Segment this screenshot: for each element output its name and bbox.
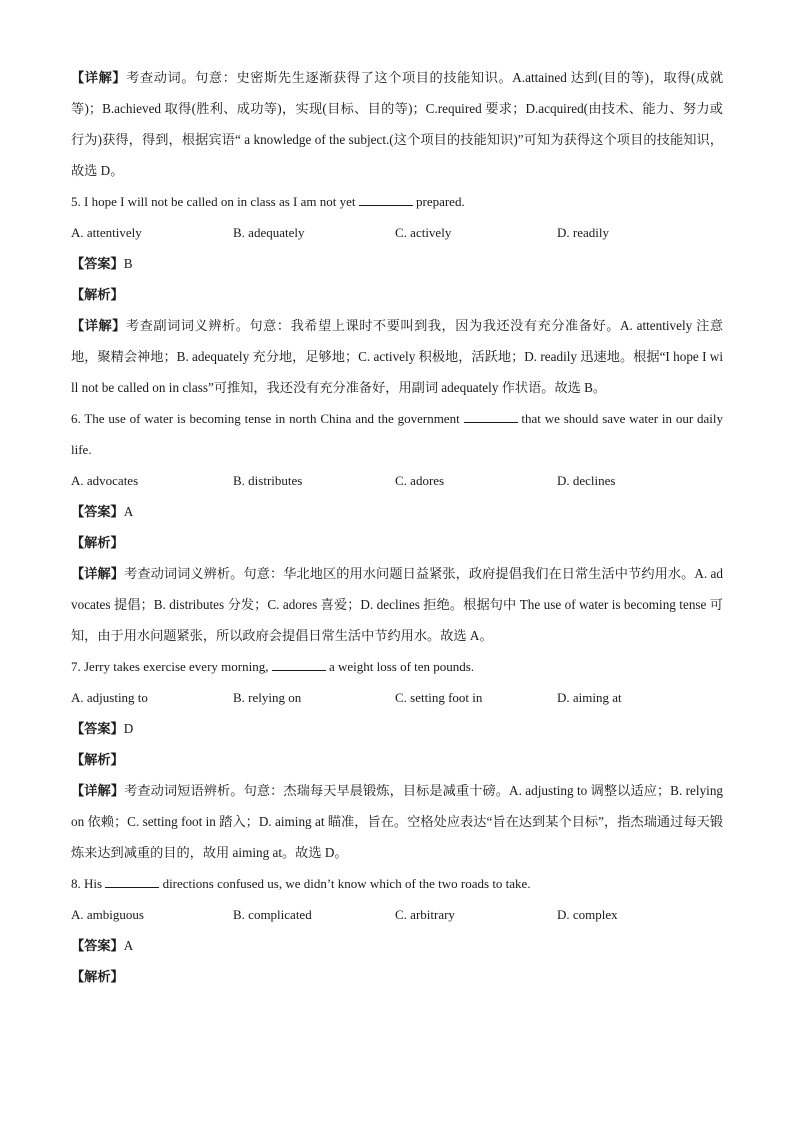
question-5-options: [71, 217, 723, 248]
option-a: A. advocates: [71, 473, 139, 488]
question-6-stem: 6. The use of water is becoming tense in north China and the government that we should save water in our daily life.: [71, 411, 724, 457]
question-6-answer: 【答案】A: [71, 504, 134, 519]
answer-blank: [105, 875, 159, 888]
option-c: C. setting foot in: [395, 690, 483, 705]
question-8-options: [71, 899, 723, 930]
question-8-answer: 【答案】A: [71, 938, 134, 953]
option-d: D. aiming at: [557, 690, 622, 705]
question-7-analysis-label: 【解析】: [71, 752, 124, 767]
answer-value: A: [123, 504, 134, 519]
option-a: A. ambiguous: [71, 907, 144, 922]
answer-value: B: [123, 256, 133, 271]
answer-value: D: [123, 721, 134, 736]
question-5-analysis-label: 【解析】: [71, 287, 124, 302]
option-d: D. declines: [557, 473, 616, 488]
document-page: [71, 62, 723, 992]
question-6-options: [71, 465, 723, 496]
question-5-detail: 【详解】考查副词词义辨析。句意：我希望上课时不要叫到我，因为我还没有充分准备好。A. attentively 注意地，聚精会神地；B. adequately 充分地，足够地；C. actively 积极地，活跃地；D. readily 迅速地。根据“I hope I will not be called on in class”可推知，我还没有充分准备好，用副词 adequately 作状语。故选 B。: [71, 318, 724, 395]
question-6-detail: 【详解】考查动词词义辨析。句意：华北地区的用水问题日益紧张，政府提倡我们在日常生活中节约用水。A. advocates 提倡；B. distributes 分发；C. adores 喜爱；D. declines 拒绝。根据句中 The use of water is becoming tense 可知，由于用水问题紧张，所以政府会提倡日常生活中节约用水。故选 A。: [71, 566, 724, 643]
q4-detail-text: 考查动词。句意：史密斯先生逐渐获得了这个项目的技能知识。A.attained 达到(目的等)，取得(成就等)；B.achieved 取得(胜利、成功等)，实现(目标、目的等)；C.required 要求；D.acquired(由技术、能力、努力或行为)获得，得到，根据宾语“ a knowledge of the subject.(这个项目的技能知识)”可知为获得这个项目的技能知识，故选 D。: [71, 70, 724, 178]
answer-blank: [272, 658, 326, 671]
detail-label: 【详解】: [71, 70, 127, 85]
question-7-detail: 【详解】考查动词短语辨析。句意：杰瑞每天早晨锻炼，目标是减重十磅。A. adjusting to 调整以适应；B. relying on 依赖；C. setting foot in 踏入；D. aiming at 瞄准，旨在。空格处应表达“旨在达到某个目标”，指杰瑞通过每天锻炼来达到减重的目的，故用 aiming at。故选 D。: [71, 783, 724, 860]
question-7-stem: 7. Jerry takes exercise every morning, a weight loss of ten pounds.: [71, 659, 475, 674]
answer-blank: [464, 410, 518, 423]
option-c: C. actively: [395, 225, 452, 240]
option-b: B. relying on: [233, 690, 302, 705]
question-5-stem: 5. I hope I will not be called on in class as I am not yet prepared.: [71, 194, 465, 209]
option-c: C. adores: [395, 473, 445, 488]
option-b: B. distributes: [233, 473, 303, 488]
question-6-analysis-label: 【解析】: [71, 535, 124, 550]
question-8-stem: 8. His directions confused us, we didn’t know which of the two roads to take.: [71, 876, 531, 891]
q4-detail-paragraph: [71, 62, 723, 186]
question-7-options: [71, 682, 723, 713]
answer-value: A: [123, 938, 134, 953]
question-8-analysis-label: 【解析】: [71, 969, 124, 984]
question-7-answer: 【答案】D: [71, 721, 134, 736]
answer-blank: [359, 193, 413, 206]
option-b: B. complicated: [233, 907, 312, 922]
option-d: D. complex: [557, 907, 618, 922]
option-c: C. arbitrary: [395, 907, 455, 922]
option-a: A. adjusting to: [71, 690, 148, 705]
option-a: A. attentively: [71, 225, 142, 240]
question-5-answer: 【答案】B: [71, 256, 133, 271]
option-d: D. readily: [557, 225, 609, 240]
option-b: B. adequately: [233, 225, 305, 240]
